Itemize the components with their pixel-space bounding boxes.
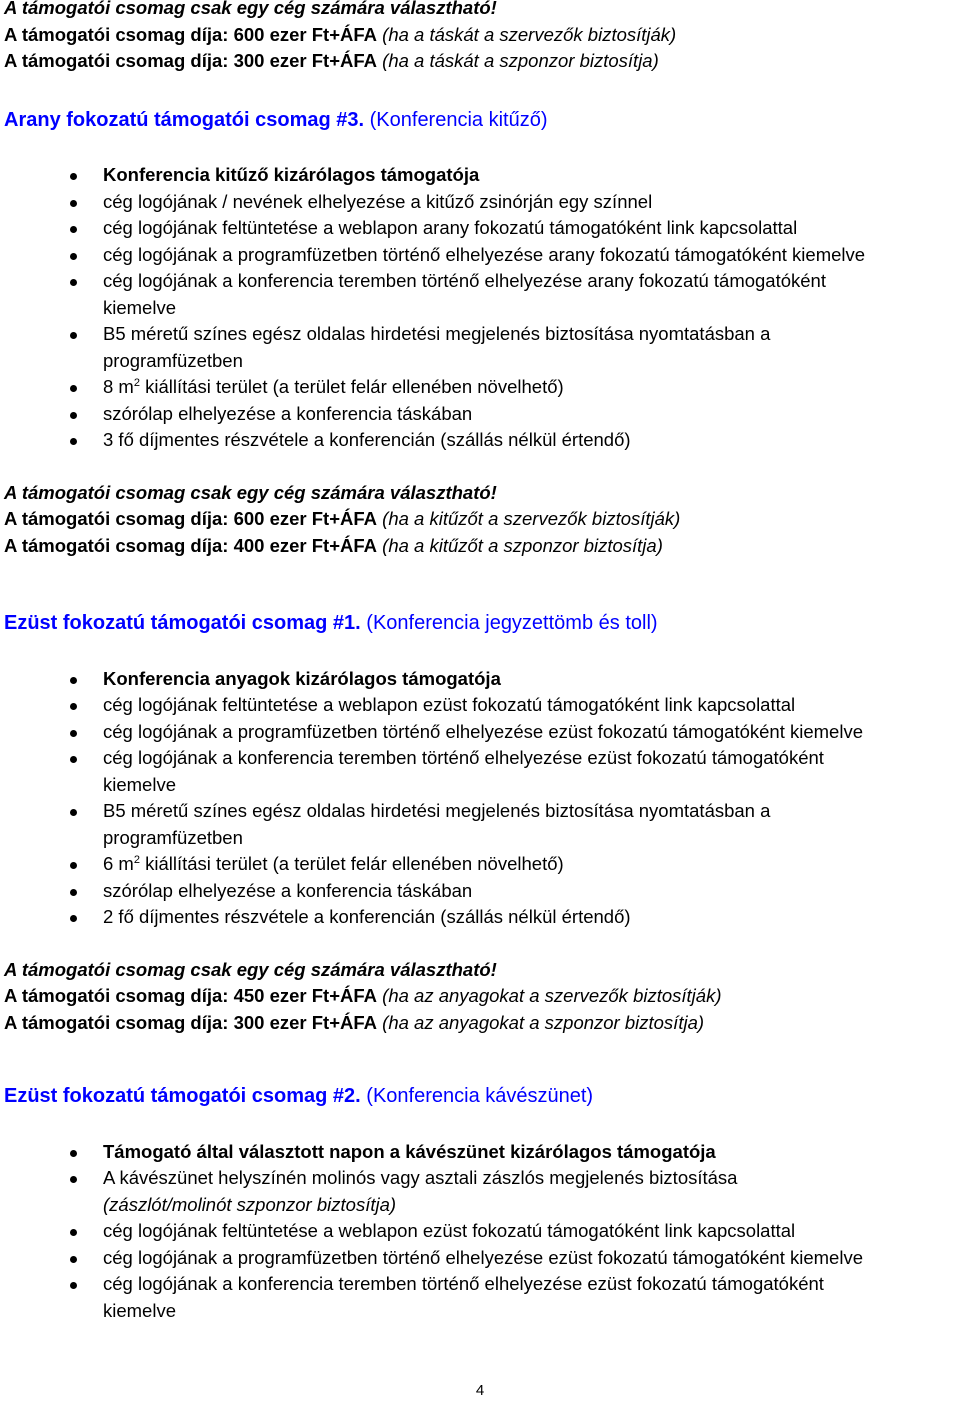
- bullet-icon: [70, 412, 77, 419]
- bullet-icon: [70, 889, 77, 896]
- list-item: Támogató által választott napon a kávészünet kizárólagos támogatója: [4, 1139, 956, 1166]
- bullet-icon: [70, 1256, 77, 1263]
- list-item: cég logójának / nevének elhelyezése a kitűző zsinórján egy színnel: [4, 189, 956, 216]
- list-item: 8 $m^2$ kiállítási terület (a terület felár ellenében növelhető): [4, 374, 956, 401]
- section-heading-silver-2: Ezüst fokozatú támogatói csomag #2. (Konferencia kávészünet): [4, 1085, 594, 1107]
- bullet-icon: [70, 862, 77, 869]
- bullet-icon: [70, 1282, 77, 1289]
- package-fee-line: A támogatói csomag díja: 400 ezer Ft+ÁFA (ha a kitűzőt a szponzor biztosítja): [4, 534, 663, 556]
- section-heading-silver-1: Ezüst fokozatú támogatói csomag #1. (Konferencia jegyzettömb és toll): [4, 612, 658, 634]
- list-item: cég logójának a konferencia teremben történő elhelyezése ezüst fokozatú támogatóként kiemelve: [4, 745, 956, 798]
- document-page: [4, 0, 956, 1324]
- bullet-icon: [70, 1176, 77, 1183]
- package-fee-line: A támogatói csomag díja: 600 ezer Ft+ÁFA (ha a táskát a szervezők biztosítják): [4, 23, 677, 45]
- benefit-list-silver-2: [4, 1139, 956, 1325]
- exclusive-notice: A támogatói csomag csak egy cég számára választható!: [4, 481, 497, 503]
- list-item: 6 $m^2$ kiállítási terület (a terület felár ellenében növelhető): [4, 851, 956, 878]
- bullet-icon: [70, 915, 77, 922]
- list-item: cég logójának a programfüzetben történő elhelyezése arany fokozatú támogatóként kiemelve: [4, 242, 956, 269]
- package-fee-line: A támogatói csomag díja: 600 ezer Ft+ÁFA (ha a kitűzőt a szervezők biztosítják): [4, 508, 681, 529]
- list-item: cég logójának a konferencia teremben történő elhelyezése arany fokozatú támogatóként kiemelve: [4, 268, 956, 321]
- list-item: 3 fő díjmentes részvétele a konferencián (szállás nélkül értendő): [4, 427, 956, 454]
- bullet-icon: [70, 1229, 77, 1236]
- page-number: 4: [475, 1382, 485, 1399]
- benefit-list-silver-1: [4, 666, 956, 931]
- bullet-icon: [70, 200, 77, 207]
- list-item: cég logójának feltüntetése a weblapon arany fokozatú támogatóként link kapcsolattal: [4, 215, 956, 242]
- bullet-icon: [70, 173, 77, 180]
- bullet-icon: [70, 226, 77, 233]
- package-fee-line: A támogatói csomag díja: 300 ezer Ft+ÁFA (ha az anyagokat a szponzor biztosítja): [4, 1011, 705, 1033]
- list-item: szórólap elhelyezése a konferencia táskában: [4, 401, 956, 428]
- list-item: cég logójának feltüntetése a weblapon ezüst fokozatú támogatóként link kapcsolattal: [4, 692, 956, 719]
- exclusive-notice: A támogatói csomag csak egy cég számára választható!: [4, 0, 497, 18]
- list-item: cég logójának feltüntetése a weblapon ezüst fokozatú támogatóként link kapcsolattal: [4, 1218, 956, 1245]
- benefit-list-gold-3: [4, 162, 956, 454]
- list-item: B5 méretű színes egész oldalas hirdetési megjelenés biztosítása nyomtatásban a programfüzetben: [4, 798, 956, 851]
- exclusive-notice: A támogatói csomag csak egy cég számára választható!: [4, 958, 497, 980]
- bullet-icon: [70, 677, 77, 684]
- bullet-icon: [70, 279, 77, 286]
- bullet-icon: [70, 332, 77, 339]
- list-item: Konferencia kitűző kizárólagos támogatója: [4, 162, 956, 189]
- bullet-icon: [70, 756, 77, 763]
- list-item: Konferencia anyagok kizárólagos támogatója: [4, 666, 956, 693]
- bullet-icon: [70, 253, 77, 260]
- bullet-icon: [70, 438, 77, 445]
- list-item: cég logójának a programfüzetben történő elhelyezése ezüst fokozatú támogatóként kiemelve: [4, 1245, 956, 1272]
- bullet-icon: [70, 1150, 77, 1157]
- bullet-icon: [70, 730, 77, 737]
- bullet-icon: [70, 385, 77, 392]
- bullet-icon: [70, 809, 77, 816]
- list-item: 2 fő díjmentes részvétele a konferencián (szállás nélkül értendő): [4, 904, 956, 931]
- list-item: cég logójának a programfüzetben történő elhelyezése ezüst fokozatú támogatóként kiemelve: [4, 719, 956, 746]
- package-fee-line: A támogatói csomag díja: 450 ezer Ft+ÁFA (ha az anyagokat a szervezők biztosítják): [4, 985, 722, 1006]
- list-item: cég logójának a konferencia teremben történő elhelyezése ezüst fokozatú támogatóként kiemelve: [4, 1271, 956, 1324]
- list-item: szórólap elhelyezése a konferencia táskában: [4, 878, 956, 905]
- package-fee-line: A támogatói csomag díja: 300 ezer Ft+ÁFA (ha a táskát a szponzor biztosítja): [4, 50, 659, 71]
- list-item: A kávészünet helyszínén molinós vagy asztali zászlós megjelenés biztosítása (zászlót/molinót szponzor biztosítja): [4, 1165, 956, 1218]
- section-heading-gold-3: Arany fokozatú támogatói csomag #3. (Konferencia kitűző): [4, 108, 548, 131]
- list-item: B5 méretű színes egész oldalas hirdetési megjelenés biztosítása nyomtatásban a programfüzetben: [4, 321, 956, 374]
- bullet-icon: [70, 703, 77, 710]
